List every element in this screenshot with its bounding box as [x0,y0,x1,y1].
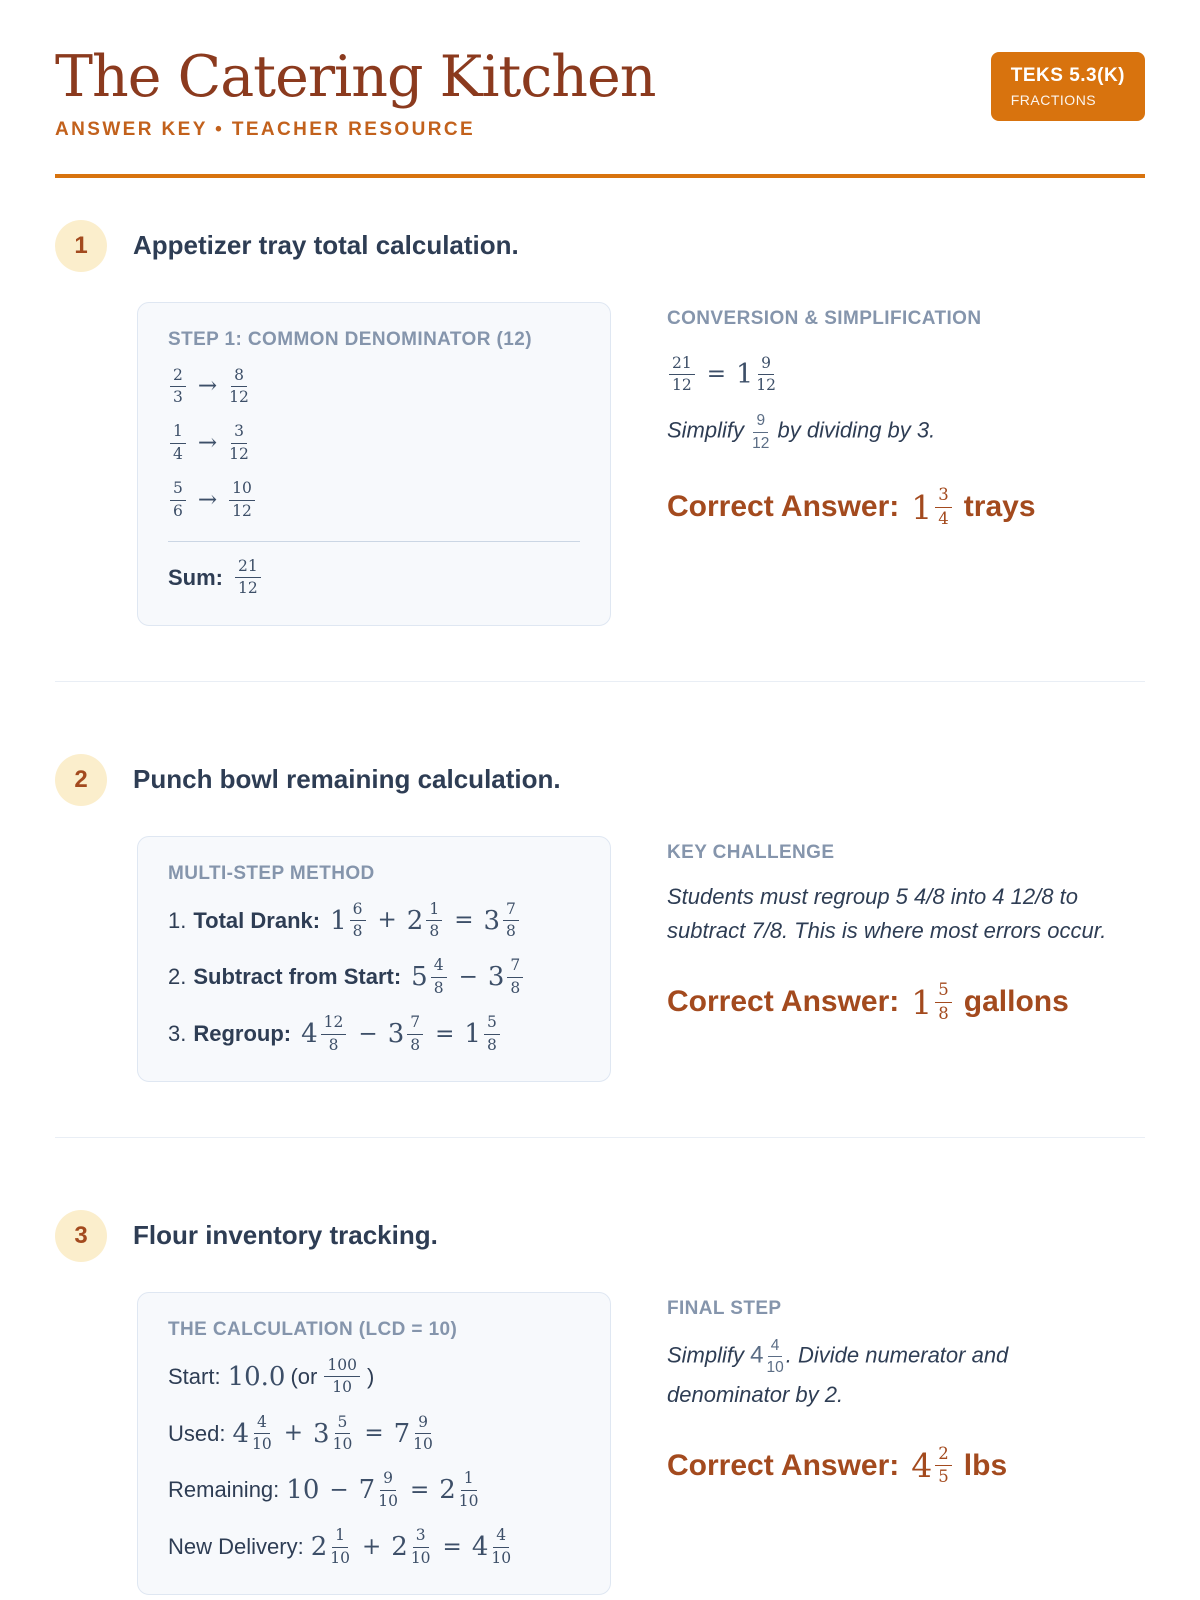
fraction: $\frac{9}{12}$ [756,353,776,395]
solution-math [667,354,1135,396]
math-number: 2 [391,1532,408,1563]
row-label-bold: Subtract from Start: [193,964,402,990]
math-text: Students must regroup 5 4/8 into 4 12/8 to subtract 7/8. This is where most errors occur. [667,883,1107,943]
fraction: $\frac{21}{12}$ [669,354,695,396]
math-number: 3 [483,905,501,936]
math-operator: → [197,373,218,400]
math-operator: + [361,1533,382,1560]
fraction: $\frac{21}{12}$ [235,557,261,599]
math-number: 4 [471,1532,489,1563]
fraction: $\frac{1}{8}$ [426,900,442,942]
answer-unit: lbs [963,1448,1008,1482]
math-text: by dividing by 3. [771,418,936,444]
fraction: $\frac{7}{8}$ [407,1013,423,1055]
fraction: $\frac{4}{10}$ [491,1526,512,1567]
math-expression [168,479,257,521]
work-row [168,422,580,464]
row-label: Remaining: [168,1477,280,1503]
work-row [168,900,580,942]
row-label: 3. [168,1021,187,1047]
problems-list [55,220,1145,1595]
fraction: $\frac{7}{8}$ [507,956,523,998]
solution-note [667,1336,1135,1412]
math-operator: = [706,361,727,388]
work-row [168,1469,580,1511]
row-label: Used: [168,1420,226,1446]
math-text: ) [366,1363,375,1389]
math-expression [228,1356,380,1398]
page-title: The Catering Kitchen [55,44,656,110]
page-header [55,46,1145,141]
problem-section-3 [55,1210,1145,1595]
answer-label: Correct Answer: [667,1448,900,1482]
math-number: 1 [911,487,933,527]
math-operator: = [364,1420,384,1447]
fraction: $\frac{9}{10}$ [378,1469,398,1510]
correct-answer [667,485,1135,529]
math-expression [311,1526,513,1568]
fraction: $\frac{6}{8}$ [350,900,366,942]
problem-number-badge: 3 [55,1210,107,1262]
answer-label: Correct Answer: [667,985,900,1018]
problem-title: Punch bowl remaining calculation. [133,764,561,795]
problem-title: Appetizer tray total calculation. [133,230,519,261]
problem-body [137,302,1145,626]
math-operator: = [409,1476,430,1503]
math-number: 2 [310,1532,328,1563]
math-operator: + [377,907,397,934]
math-expression [232,1413,434,1455]
answer-unit: gallons [963,985,1069,1018]
math-expression [667,354,778,396]
row-label-bold: Regroup: [193,1021,292,1047]
section-divider [55,681,1145,682]
fraction: $\frac{1}{10}$ [458,1469,479,1510]
work-box-heading: MULTI-STEP METHOD [168,862,375,884]
fraction: $\frac{12}{8}$ [321,1013,347,1055]
solution-heading: CONVERSION & SIMPLIFICATION [667,307,982,329]
teks-badge-code: TEKS 5.3(K) [1010,65,1125,86]
math-expression [330,900,521,942]
work-row [168,1013,580,1055]
fraction: $\frac{5}{8}$ [484,1013,500,1055]
problem-number-badge: 1 [55,220,107,272]
math-number: 7 [358,1475,376,1506]
work-row [168,479,580,521]
math-expression [168,422,251,464]
fraction: $\frac{4}{10}$ [766,1336,784,1377]
solution-heading: KEY CHALLENGE [667,841,835,863]
math-number: 10.0 [227,1361,286,1392]
work-box [137,1292,611,1595]
math-operator: − [458,963,478,990]
math-operator: = [442,1533,462,1560]
math-number: 4 [232,1418,250,1449]
work-row [168,956,580,998]
math-expression [911,980,954,1024]
fraction: $\frac{9}{10}$ [413,1412,433,1454]
section-divider [55,1137,1145,1138]
math-number: 4 [301,1019,318,1050]
solution-column [667,1292,1135,1595]
solution-note [667,880,1135,948]
fraction: $\frac{100}{10}$ [324,1356,360,1398]
correct-answer [667,980,1135,1024]
math-operator: + [283,1420,304,1447]
box-divider [168,541,580,542]
math-operator: = [435,1020,455,1047]
header-left [55,46,655,141]
work-box [137,302,611,626]
problem-section-2 [55,754,1145,1082]
work-row [168,1413,580,1455]
problem-header [55,754,1145,806]
fraction: $\frac{8}{12}$ [229,365,249,407]
fraction: $\frac{5}{8}$ [935,980,952,1024]
fraction: $\frac{5}{10}$ [332,1412,353,1454]
fraction: $\frac{4}{8}$ [431,956,447,998]
problem-header [55,220,1145,272]
fraction: $\frac{7}{8}$ [503,900,519,942]
row-label-bold: Sum: [168,564,223,590]
math-expression [911,1444,954,1488]
fraction: $\frac{5}{6}$ [170,479,186,521]
fraction: $\frac{4}{10}$ [252,1412,272,1454]
fraction: $\frac{3}{4}$ [935,485,952,529]
teks-badge-topic: FRACTIONS [1010,92,1097,108]
row-label: 2. [168,964,187,990]
math-number: 3 [387,1019,405,1050]
math-number: 3 [313,1418,330,1449]
math-number: 10 [286,1475,320,1506]
problem-title: Flour inventory tracking. [133,1220,438,1251]
solution-column [667,836,1135,1082]
solution-heading: FINAL STEP [667,1297,782,1319]
work-row [168,1356,580,1398]
math-number: 1 [464,1019,481,1050]
math-number: 4 [911,1446,933,1486]
page-subtitle: ANSWER KEY • TEACHER RESOURCE [55,118,476,140]
header-rule [55,174,1145,178]
row-label-bold: Total Drank: [193,907,321,933]
work-row [168,557,580,599]
fraction: $\frac{3}{10}$ [410,1526,431,1567]
solution-note [667,411,1135,453]
math-operator: → [197,486,218,513]
fraction: $\frac{3}{12}$ [229,422,249,463]
work-row [168,1526,580,1568]
work-row [168,366,580,408]
math-text: Simplify [667,418,751,444]
math-number: 5 [411,962,428,993]
math-expression [233,557,263,599]
math-operator: = [454,907,474,934]
math-operator: − [329,1476,349,1503]
problem-section-1 [55,220,1145,626]
math-number: 2 [406,905,424,936]
math-number: 3 [487,962,505,993]
math-operator: → [197,429,218,456]
math-expression [286,1469,480,1511]
problem-header [55,1210,1145,1262]
solution-column [667,302,1135,626]
work-box-heading: STEP 1: COMMON DENOMINATOR (12) [168,328,532,350]
math-expression [411,956,525,998]
row-label: Start: [168,1363,221,1389]
correct-answer [667,1444,1135,1488]
problem-number-badge: 2 [55,754,107,806]
fraction: $\frac{10}{12}$ [229,479,255,521]
row-label: New Delivery: [168,1534,304,1560]
math-text: . Divide numerator and denominator by 2. [667,1342,1009,1407]
math-number: 1 [736,359,754,391]
fraction: $\frac{1}{4}$ [170,422,186,464]
math-operator: − [358,1020,378,1047]
math-expression [301,1013,502,1055]
answer-label: Correct Answer: [667,490,900,524]
fraction: $\frac{9}{12}$ [752,412,770,452]
work-box [137,836,611,1082]
teks-badge [991,52,1145,121]
work-box-heading: THE CALCULATION (LCD = 10) [168,1318,458,1340]
problem-body [137,1292,1145,1595]
math-text: Simplify [667,1342,751,1368]
math-number: 1 [330,905,347,936]
math-expression [911,485,954,529]
math-number: 2 [439,1475,456,1506]
math-number: 4 [750,1341,764,1369]
answer-unit: trays [963,490,1036,524]
fraction: $\frac{1}{10}$ [330,1526,350,1567]
math-expression [168,366,251,408]
fraction: $\frac{2}{5}$ [935,1444,952,1488]
math-number: 7 [393,1418,411,1449]
fraction: $\frac{2}{3}$ [170,366,186,408]
math-number: 1 [911,982,933,1022]
math-text: (or [290,1363,318,1389]
row-label: 1. [168,907,187,933]
problem-body [137,836,1145,1082]
